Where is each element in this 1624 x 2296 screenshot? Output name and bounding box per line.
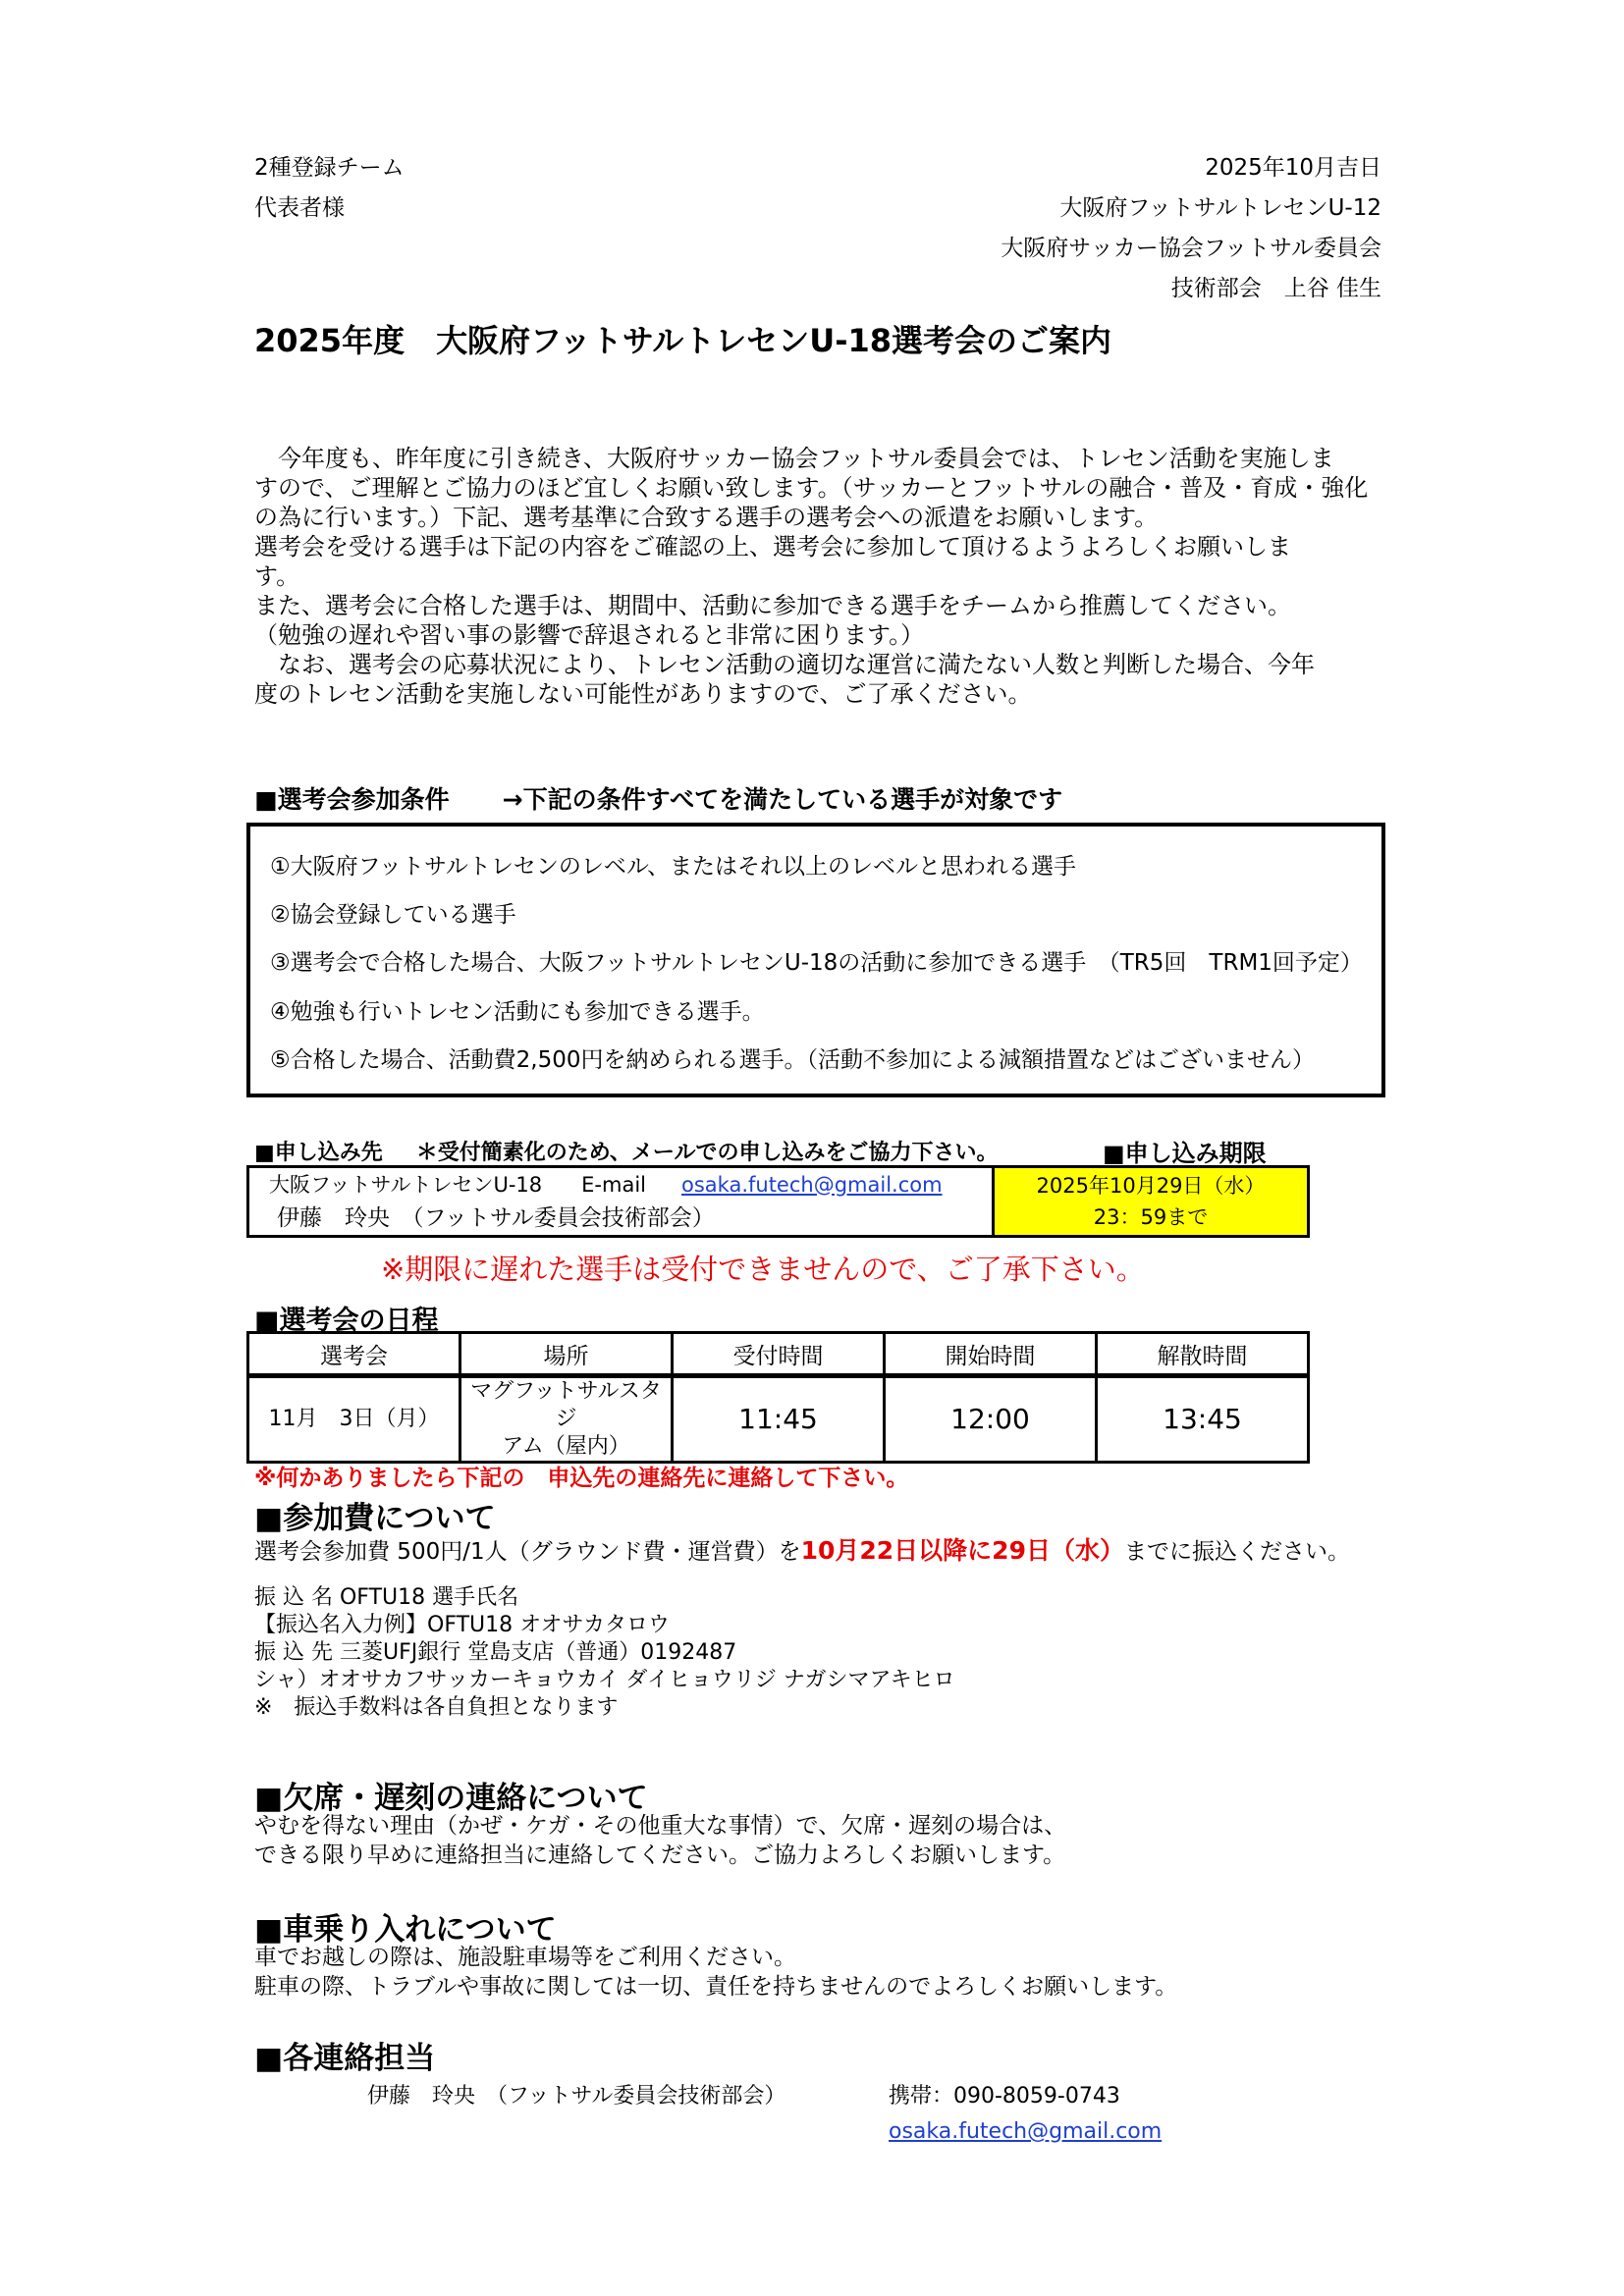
intro-paragraph <box>254 444 1383 709</box>
intro-line: の為に行います。）下記、選考基準に合致する選手の選考会への派遣をお願いします。 <box>254 504 1159 531</box>
parking-line: 車でお越しの際は、施設駐車場等をご利用ください。 <box>254 1945 796 1970</box>
absence-line: やむを得ない理由（かぜ・ケガ・その他重大な事情）で、欠席・遅刻の場合は、 <box>254 1813 1067 1839</box>
deadline-date: 2025年10月29日（水） <box>1036 1174 1266 1198</box>
absence-heading: ■欠席・遅刻の連絡について <box>254 1781 648 1816</box>
fee-body <box>254 1531 1350 1567</box>
condition-item: ④勉強も行いトレセン活動にも参加できる選手。 <box>270 999 765 1025</box>
schedule-end-time: 13:45 <box>1097 1376 1309 1463</box>
transfer-line: 振 込 先 三菱UFJ銀行 堂島支店（普通）0192487 <box>254 1640 737 1665</box>
schedule-row <box>248 1376 1309 1463</box>
deadline-cell <box>994 1167 1309 1237</box>
fee-heading: ■参加費について <box>254 1501 496 1536</box>
contact-person: 伊藤 玲央 （フットサル委員会技術部会） <box>367 2084 786 2109</box>
conditions-heading <box>254 780 1062 816</box>
recipient-line: 2種登録チーム <box>254 155 405 181</box>
sender-line: 技術部会 上谷 佳生 <box>1170 276 1381 301</box>
schedule-header-row <box>248 1333 1309 1376</box>
fee-text: 選考会参加費 500円/1人（グラウンド費・運営費）を <box>254 1539 801 1565</box>
condition-item: ⑤合格した場合、活動費2,500円を納められる選手。（活動不参加による減額措置などはございません） <box>270 1047 1315 1073</box>
contacts-heading: ■各連絡担当 <box>254 2041 436 2076</box>
application-contact-cell <box>248 1167 994 1237</box>
transfer-line: シャ）オオサカフサッカーキョウカイ ダイヒョウリジ ナガシマアキヒロ <box>254 1668 955 1692</box>
recipient-block <box>254 154 405 235</box>
absence-body <box>254 1811 1066 1870</box>
application-contact-person: 伊藤 玲央 （フットサル委員会技術部会） <box>277 1204 715 1231</box>
parking-heading: ■車乗り入れについて <box>254 1912 557 1948</box>
application-title: ■申し込み先 <box>254 1141 383 1165</box>
intro-line: なお、選考会の応募状況により、トレセン活動の適切な運営に満たない人数と判断した場合、今年 <box>254 651 1315 678</box>
application-note: ＊受付簡素化のため、メールでの申し込みをご協力下さい。 <box>415 1141 999 1165</box>
schedule-column-header: 解散時間 <box>1097 1333 1309 1376</box>
condition-item: ②協会登録している選手 <box>270 902 516 928</box>
application-heading <box>254 1136 998 1166</box>
schedule-date: 11月 3日（月） <box>248 1376 460 1463</box>
application-table <box>246 1165 1310 1238</box>
venue-line: アム（屋内） <box>502 1434 630 1459</box>
late-warning: ※期限に遅れた選手は受付できませんので、ご了承下さい。 <box>381 1253 1145 1286</box>
fee-text: までに振込ください。 <box>1123 1539 1350 1565</box>
schedule-start-time: 12:00 <box>885 1376 1097 1463</box>
condition-item: ①大阪府フットサルトレセンのレベル、またはそれ以上のレベルと思われる選手 <box>270 854 1077 880</box>
intro-line: 度のトレセン活動を実施しない可能性がありますので、ご了承ください。 <box>254 680 1032 708</box>
application-email-link[interactable]: osaka.futech@gmail.com <box>681 1172 943 1197</box>
schedule-venue <box>460 1376 673 1463</box>
document-date: 2025年10月吉日 <box>1205 155 1381 181</box>
recipient-line: 代表者様 <box>254 195 345 221</box>
transfer-info <box>254 1584 955 1722</box>
deadline-time: 23：59まで <box>1093 1205 1209 1229</box>
parking-body <box>254 1943 1177 2002</box>
schedule-column-header: 受付時間 <box>673 1333 885 1376</box>
sender-line: 大阪府サッカー協会フットサル委員会 <box>1001 236 1381 261</box>
email-label: E-mail <box>581 1172 646 1197</box>
intro-line: また、選考会に合格した選手は、期間中、活動に参加できる選手をチームから推薦してください。 <box>254 592 1291 619</box>
schedule-note: ※何かありましたら下記の 申込先の連絡先に連絡して下さい。 <box>254 1466 909 1491</box>
venue-line: マグフットサルスタジ <box>470 1379 662 1431</box>
condition-item: ③選考会で合格した場合、大阪フットサルトレセンU-18の活動に参加できる選手 （TR5回 TRM1回予定） <box>270 950 1363 976</box>
application-org: 大阪フットサルトレセンU-18 <box>269 1172 543 1197</box>
schedule-column-header: 選考会 <box>248 1333 460 1376</box>
intro-line: す。 <box>254 562 300 590</box>
document-title: 2025年度 大阪府フットサルトレセンU-18選考会のご案内 <box>254 322 1112 359</box>
fee-period: 10月22日以降に29日（水） <box>800 1536 1124 1565</box>
deadline-heading: ■申し込み期限 <box>1103 1140 1267 1167</box>
transfer-line: 振 込 名 OFTU18 選手氏名 <box>254 1585 519 1610</box>
schedule-heading: ■選考会の日程 <box>254 1306 439 1336</box>
intro-line: すので、ご理解とご協力のほど宜しくお願い致します。（サッカーとフットサルの融合・普及・育成・強化 <box>254 474 1369 502</box>
schedule-column-header: 開始時間 <box>885 1333 1097 1376</box>
sender-block <box>1001 154 1381 315</box>
intro-line: 今年度も、昨年度に引き続き、大阪府サッカー協会フットサル委員会では、トレセン活動を実施しま <box>254 445 1334 472</box>
contact-email-link[interactable]: osaka.futech@gmail.com <box>889 2119 1163 2144</box>
conditions-title: ■選考会参加条件 <box>254 785 450 814</box>
transfer-line: ※ 振込手数料は各自負担となります <box>254 1695 619 1720</box>
schedule-reception-time: 11:45 <box>673 1376 885 1463</box>
schedule-table <box>246 1331 1310 1464</box>
contact-mobile: 携帯：090-8059-0743 <box>889 2084 1120 2109</box>
parking-line: 駐車の際、トラブルや事故に関しては一切、責任を持ちませんのでよろしくお願いします。 <box>254 1974 1178 2000</box>
intro-line: （勉強の遅れや習い事の影響で辞退されると非常に困ります。） <box>254 621 925 649</box>
absence-line: できる限り早めに連絡担当に連絡してください。ご協力よろしくお願いします。 <box>254 1842 1066 1868</box>
conditions-box <box>246 823 1385 1097</box>
sender-line: 大阪府フットサルトレセンU-12 <box>1059 195 1381 221</box>
transfer-line: 【振込名入力例】OFTU18 オオサカタロウ <box>254 1613 671 1637</box>
schedule-column-header: 場所 <box>460 1333 673 1376</box>
conditions-subtitle: →下記の条件すべてを満たしている選手が対象です <box>502 785 1063 814</box>
intro-line: 選考会を受ける選手は下記の内容をご確認の上、選考会に参加して頂けるようよろしくお願いしま <box>254 533 1291 561</box>
